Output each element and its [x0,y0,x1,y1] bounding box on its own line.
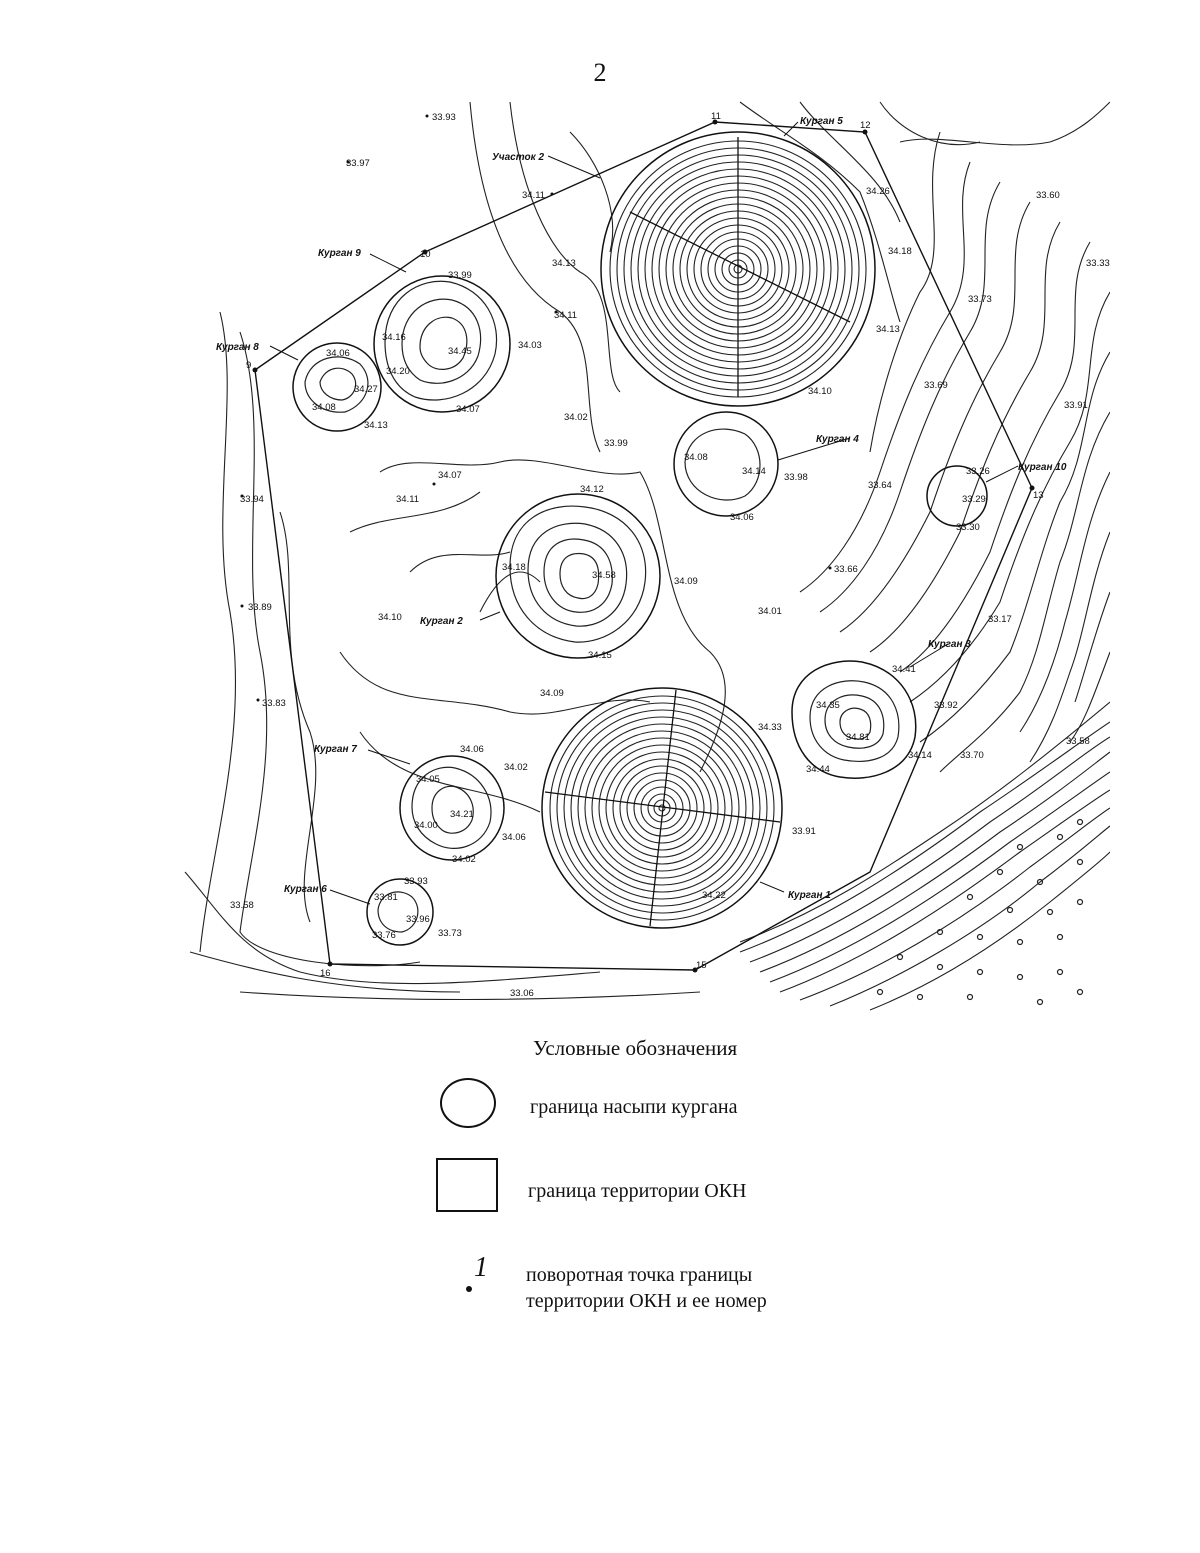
elevation-mark: 34.18 [888,246,912,257]
elevation-mark: 34.14 [908,750,932,761]
legend-turning-point-text-1: поворотная точка границы [526,1264,753,1286]
elevation-mark: 34.13 [552,258,576,269]
elevation-mark: 34.11 [554,310,578,321]
elevation-mark: 34.33 [758,722,782,733]
legend-title: Условные обозначения [533,1036,738,1060]
elevation-mark: 34.11 [522,190,546,201]
elevation-mark: 34.16 [382,332,406,343]
elevation-mark: 34.05 [416,774,440,785]
elevation-mark: 33.89 [248,602,272,613]
elevation-mark: 34.06 [730,512,754,523]
elevation-mark: 34.27 [354,384,378,395]
elevation-mark: 33.97 [346,158,370,169]
contour-lines [185,102,1110,1010]
elevation-mark: 34.10 [378,612,402,623]
elevation-mark: 33.17 [988,614,1012,625]
elevation-mark: 33.66 [834,564,858,575]
elevation-mark: 33.96 [406,914,430,925]
legend-okn-boundary-text: граница территории ОКН [528,1180,747,1202]
point-15-label: 15 [696,960,707,971]
elevation-mark: 34.35 [816,700,840,711]
elevation-mark: 34.81 [846,732,870,743]
elevation-mark: 34.06 [460,744,484,755]
elevation-mark: 34.08 [312,402,336,413]
topographic-map [180,92,1110,1012]
elevation-mark: 34.07 [438,470,462,481]
circle-icon [440,1078,496,1128]
kurgan-10-label: Курган 10 [1018,462,1067,473]
elevation-mark: 34.22 [702,890,726,901]
elevation-mark: 34.20 [386,366,410,377]
kurgan-2-mound [496,494,660,658]
elevation-mark: 34.07 [456,404,480,415]
elevation-mark: 34.13 [364,420,388,431]
elevation-mark: 33.26 [966,466,990,477]
elevation-mark: 33.99 [604,438,628,449]
elevation-mark: 33.91 [1064,400,1088,411]
elevation-mark: 33.33 [1086,258,1110,269]
elevation-mark: 34.45 [448,346,472,357]
elevation-mark: 33.81 [374,892,398,903]
elevation-mark: 34.18 [502,562,526,573]
elevation-mark: 33.73 [438,928,462,939]
kurgan-8-label: Курган 8 [216,342,259,353]
elevation-mark: 33.29 [962,494,986,505]
elevation-mark: 34.14 [742,466,766,477]
kurgan-4-label: Курган 4 [816,434,859,445]
point-12-label: 12 [860,120,871,131]
elevation-mark: 33.94 [240,494,264,505]
elevation-mark: 34.11 [396,494,420,505]
point-10-label: 10 [420,249,431,260]
elevation-mark: 34.08 [684,452,708,463]
legend-turning-point-text-2: территории ОКН и ее номер [526,1290,767,1312]
okn-boundary [255,122,1032,970]
elevation-mark: 34.02 [564,412,588,423]
elevation-mark: 33.93 [432,112,456,123]
kurgan-9-label: Курган 9 [318,248,361,259]
elevation-mark: 34.26 [866,186,890,197]
point-number-icon: 1 [474,1252,488,1283]
kurgan-4-mound [674,412,778,516]
elevation-mark: 34.10 [808,386,832,397]
elevation-mark: 33.92 [934,700,958,711]
elevation-mark: 33.70 [960,750,984,761]
elevation-mark: 33.93 [404,876,428,887]
elevation-mark: 34.06 [502,832,526,843]
elevation-mark: 33.60 [1036,190,1060,201]
point-16-label: 16 [320,968,331,979]
kurgan-3-label: Курган 3 [928,639,971,650]
point-11-label: 11 [711,111,721,122]
elevation-mark: 33.99 [448,270,472,281]
elevation-mark: 34.12 [580,484,604,495]
point-icon [466,1286,472,1292]
kurgan-5-label: Курган 5 [800,116,843,127]
elevation-mark: 34.44 [806,764,830,775]
elevation-mark: 34.41 [892,664,916,675]
elevation-mark: 33.69 [924,380,948,391]
elevation-mark: 34.00 [414,820,438,831]
elevation-mark: 34.58 [592,570,616,581]
elevation-mark: 33.83 [262,698,286,709]
elevation-mark: 34.01 [758,606,782,617]
kurgan-2-label: Курган 2 [420,616,463,627]
elevation-mark: 33.73 [968,294,992,305]
elevation-mark: 34.09 [540,688,564,699]
kurgan-7-mound [400,756,504,860]
elevation-mark: 33.30 [956,522,980,533]
square-icon [436,1158,498,1212]
elevation-mark: 34.02 [504,762,528,773]
kurgan-7-label: Курган 7 [314,744,357,755]
elevation-mark: 34.13 [876,324,900,335]
elevation-mark: 33.58 [230,900,254,911]
elevation-mark: 34.15 [588,650,612,661]
legend-mound-boundary-text: граница насыпи кургана [530,1096,738,1118]
elevation-mark: 34.06 [326,348,350,359]
elevation-mark: 33.64 [868,480,892,491]
kurgan-1-mound [542,688,782,928]
plot-2-label: Участок 2 [492,152,545,163]
elevation-mark: 33.91 [792,826,816,837]
kurgan-1-label: Курган 1 [788,890,831,901]
point-13-label: 13 [1033,490,1044,501]
elevation-mark: 34.09 [674,576,698,587]
elevation-mark: 33.06 [510,988,534,999]
kurgan-3-mound [792,661,916,778]
elevation-mark: 34.02 [452,854,476,865]
kurgan-6-label: Курган 6 [284,884,327,895]
kurgan-5-mound [601,132,875,406]
boundary-points [253,120,1035,973]
elevation-mark: 33.76 [372,930,396,941]
page-number: 2 [593,58,607,87]
point-9-label: 9 [246,360,252,371]
elevation-mark: 33.58 [1066,736,1090,747]
kurgan-9-mound [374,276,510,412]
elevation-mark: 34.21 [450,809,474,820]
elevation-mark: 34.03 [518,340,542,351]
elevation-mark: 33.98 [784,472,808,483]
